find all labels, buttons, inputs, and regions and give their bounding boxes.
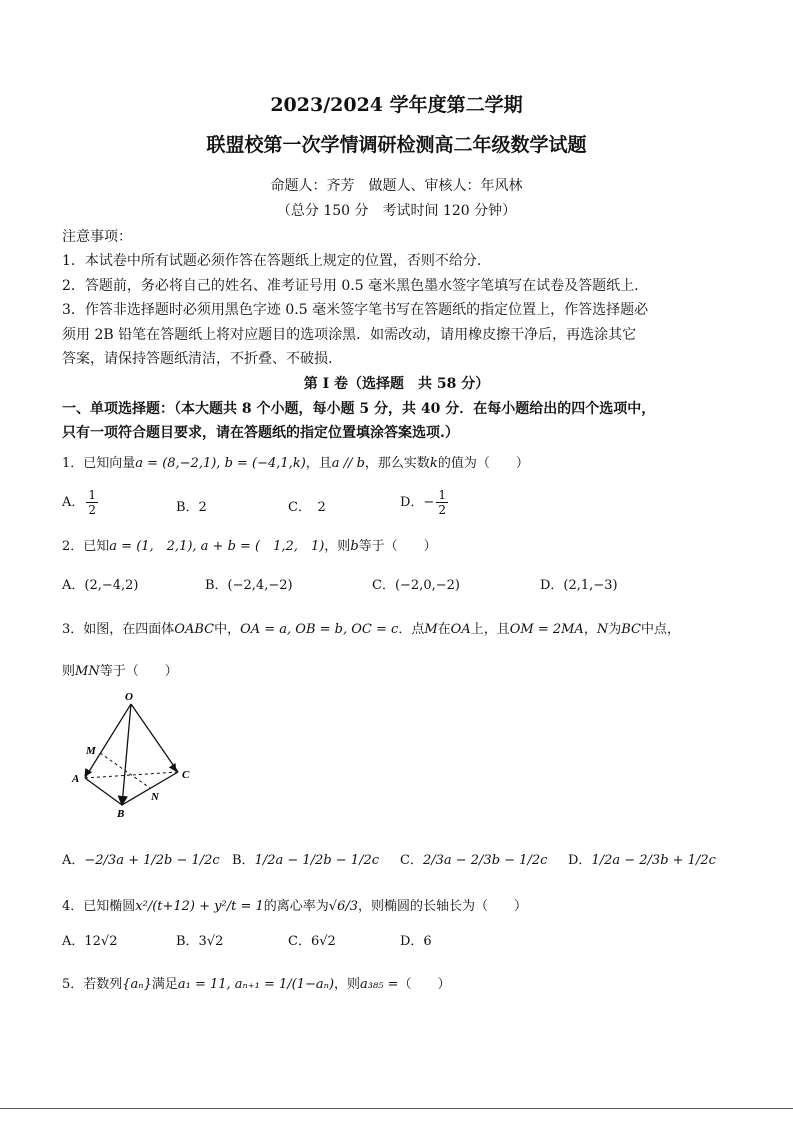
page-bottom-rule — [0, 1108, 793, 1109]
q2-option-c[interactable]: C．(−2,0,−2) — [372, 578, 460, 593]
exam-info-line: （总分 150 分 考试时间 120 分钟） — [276, 203, 517, 219]
q2-option-d[interactable]: D．(2,1,−3) — [540, 578, 618, 593]
segment-mn — [100, 753, 150, 788]
q2-vectors: a = (1, 2,1), a + b = ( 1,2, 1) — [109, 539, 325, 554]
q4-option-b[interactable]: B．3√2 — [176, 934, 224, 949]
question-3: 3．如图，在四面体OABC中，OA = a, OB = b, OC = c．点M在OA上，且OM = 2MA，N为BC中点， — [62, 622, 680, 637]
q1-option-b[interactable]: B．2 — [176, 500, 207, 515]
q3-option-b[interactable]: B．1/2a − 1/2b − 1/2c — [232, 853, 379, 868]
q4-option-a[interactable]: A．12√2 — [62, 934, 118, 949]
label-a: A — [72, 773, 80, 785]
q3-option-a[interactable]: A．−2/3a + 1/2b − 1/2c — [62, 853, 220, 868]
q3-vectors: OA = a, OB = b, OC = c — [240, 622, 399, 637]
note-item-2: 2．答题前，务必将自己的姓名、准考证号用 0.5 毫米黑色墨水签字笔填写在试卷及答题纸上. — [62, 278, 639, 294]
q3-option-d[interactable]: D．1/2a − 2/3b + 1/2c — [568, 853, 716, 868]
q2-option-a[interactable]: A．(2,−4,2) — [62, 578, 139, 593]
label-m: M — [86, 745, 96, 757]
note-item-3-line2: 须用 2B 铅笔在答题纸上将对应题目的选项涂黑．如需改动，请用橡皮擦干净后，再选涂其它 — [62, 327, 637, 343]
q1-prefix: 1．已知向量 — [62, 456, 136, 471]
q1-option-c[interactable]: C． 2 — [288, 500, 326, 515]
q3-option-c[interactable]: C．2/3a − 2/3b − 1/2c — [400, 853, 548, 868]
q5-recurrence: a₁ = 11, aₙ₊₁ = 1/(1−aₙ) — [177, 977, 335, 992]
notes-heading: 注意事项： — [62, 229, 132, 245]
section-title: 第 I 卷（选择题 共 58 分） — [303, 376, 490, 392]
q1-option-d[interactable]: D．− $\frac{1}{2}$ — [400, 488, 446, 517]
label-b: B — [117, 808, 125, 820]
q1-var: k — [429, 456, 438, 471]
part1-instructions-line2: 只有一项符合题目要求，请在答题纸的指定位置填涂答案选项.） — [62, 425, 459, 441]
note-item-3-line1: 3．作答非选择题时必须用黑色字迹 0.5 毫米签字笔书写在答题纸的指定位置上，作答选择题必 — [62, 302, 649, 318]
edge-bc — [122, 772, 178, 805]
q4-option-d[interactable]: D．6 — [400, 934, 432, 949]
note-item-1: 1．本试卷中所有试题必须作答在答题纸上规定的位置，否则不给分. — [62, 253, 482, 269]
question-4: 4．已知椭圆x²/(t+12) + y²/t = 1的离心率为√6/3，则椭圆的长轴长为（ ） — [62, 899, 528, 914]
q1-condition: a // b — [331, 456, 365, 471]
authors-line: 命题人：齐芳 做题人、审核人：年风林 — [270, 178, 523, 194]
q1-option-a[interactable]: A． $\frac{1}{2}$ — [62, 488, 97, 517]
label-o: O — [125, 691, 133, 703]
q1-end: 的值为（ ） — [437, 456, 529, 471]
question-5: 5．若数列{aₙ}满足a₁ = 11, aₙ₊₁ = 1/(1−aₙ)，则a₃₈₅ =（ ） — [62, 977, 451, 992]
q1-vectors: a = (8,−2,1), b = (−4,1,k) — [135, 456, 306, 471]
label-n: N — [151, 791, 159, 803]
edge-ob — [122, 704, 131, 805]
q4-ellipse-equation: x²/(t+12) + y²/t = 1 — [135, 899, 264, 914]
tetrahedron-figure — [60, 690, 210, 825]
q1-suffix: ，那么实数 — [364, 456, 430, 471]
q2-option-b[interactable]: B．(−2,4,−2) — [205, 578, 293, 593]
exam-title-line2: 联盟校第一次学情调研检测高二年级数学试题 — [206, 134, 587, 156]
exam-title-line1: 2023/2024 学年度第二学期 — [270, 94, 523, 116]
edge-oc — [131, 704, 178, 772]
question-1 — [62, 452, 529, 471]
q4-option-c[interactable]: C．6√2 — [288, 934, 336, 949]
part1-instructions-line1: 一、单项选择题：（本大题共 8 个小题，每小题 5 分，共 40 分．在每小题给出的四个选项中， — [62, 401, 656, 417]
question-2: 2．已知a = (1, 2,1), a + b = ( 1,2, 1)，则b等于（ ） — [62, 539, 437, 554]
edge-ab — [85, 778, 122, 805]
note-item-3-line3: 答案，请保持答题纸清洁，不折叠、不破损. — [62, 351, 333, 367]
edge-oa — [85, 704, 131, 778]
question-3-line2: 则MN等于（ ） — [62, 664, 178, 679]
label-c: C — [182, 769, 190, 781]
q1-mid: ，且 — [305, 456, 332, 471]
